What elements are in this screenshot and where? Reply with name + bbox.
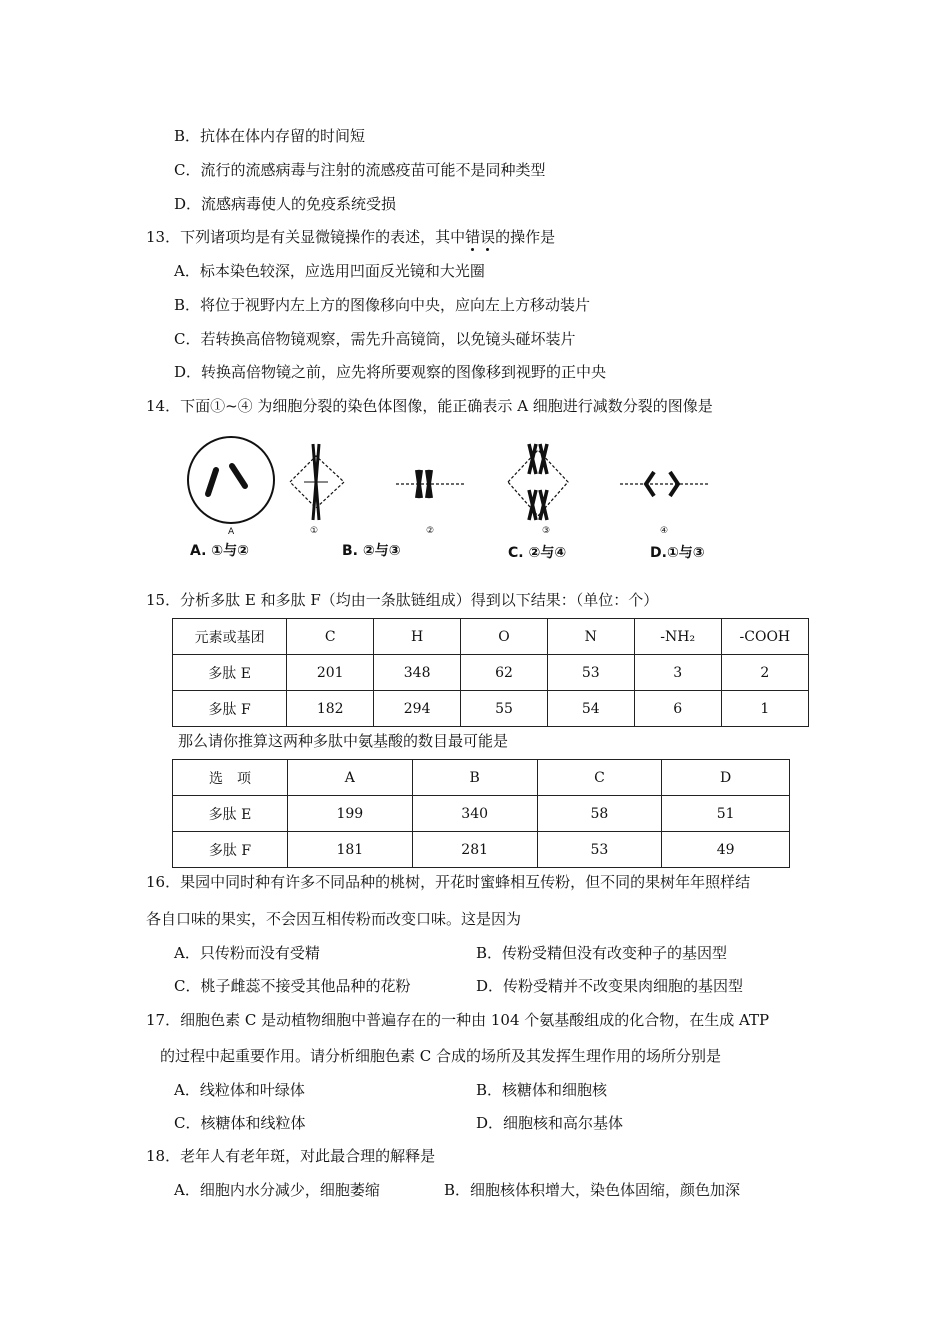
table-cell: 51: [662, 796, 790, 832]
q17-option-b: B．核糖体和细胞核: [476, 1081, 608, 1099]
q14-option-a: A. ①与②: [190, 543, 249, 559]
table-row: [173, 691, 809, 727]
q14-option-b: B. ②与③: [342, 543, 401, 559]
cell-2-label: ②: [426, 526, 435, 536]
table-cell: 1: [721, 691, 808, 727]
table-cell: 181: [287, 832, 412, 868]
q17-option-a: A．线粒体和叶绿体: [174, 1081, 305, 1099]
table-header-cell: C: [287, 619, 374, 655]
table-header-cell: 元素或基团: [173, 619, 287, 655]
q13-stem-post: 的操作是: [495, 228, 556, 246]
cell-3-label: ③: [542, 526, 551, 536]
table-cell: 294: [374, 691, 461, 727]
table-cell: 3: [634, 655, 721, 691]
cell-a-label: A: [228, 527, 235, 537]
table-header-cell: -COOH: [721, 619, 808, 655]
q17-option-d: D．细胞核和高尔基体: [476, 1114, 624, 1132]
cell-1-spindle: [290, 444, 344, 520]
table-cell: 53: [537, 832, 662, 868]
q13-emphasis-1: 错: [465, 228, 481, 246]
cell-4-label: ④: [660, 526, 669, 536]
table-cell: 2: [721, 655, 808, 691]
table-header-row: [173, 619, 809, 655]
q12-option-d: D．流感病毒使人的免疫系统受损: [174, 195, 397, 213]
table-cell: 49: [662, 832, 790, 868]
q14-option-d: D.①与③: [650, 545, 705, 561]
table-row: [173, 796, 790, 832]
q13-emphasis-2: 误: [480, 228, 496, 246]
q15-stem: 15．分析多肽 E 和多肽 F（均由一条肽链组成）得到以下结果：（单位：个）: [146, 591, 659, 609]
q17-stem-line2: 的过程中起重要作用。请分析细胞色素 C 合成的场所及其发挥生理作用的场所分别是: [160, 1047, 722, 1065]
cell-a-membrane: [188, 437, 274, 523]
q18-option-a: A．细胞内水分减少，细胞萎缩: [174, 1181, 380, 1199]
table-cell: 201: [287, 655, 374, 691]
q13-stem: [146, 227, 555, 247]
table-row: [173, 832, 790, 868]
table-header-cell: N: [547, 619, 634, 655]
table-cell: 多肽 E: [173, 796, 288, 832]
q16-option-c: C．桃子雌蕊不接受其他品种的花粉: [174, 977, 411, 995]
q17-stem-line1: 17．细胞色素 C 是动植物细胞中普遍存在的一种由 104 个氨基酸组成的化合物，在生成 ATP: [146, 1011, 770, 1029]
cell-division-diagram: [186, 434, 726, 564]
cell-a-chromosome-1: [208, 470, 216, 494]
q15-question: 那么请你推算这两种多肽中氨基酸的数目最可能是: [178, 732, 509, 750]
table-cell: 53: [547, 655, 634, 691]
table-cell: 348: [374, 655, 461, 691]
table-header-cell: B: [412, 760, 537, 796]
q17-option-c: C．核糖体和线粒体: [174, 1114, 306, 1132]
table-cell: 多肽 F: [173, 832, 288, 868]
table-header-cell: D: [662, 760, 790, 796]
cell-2-metaphase: [396, 470, 464, 498]
element-analysis-table: [172, 618, 809, 727]
q16-option-b: B．传粉受精但没有改变种子的基因型: [476, 944, 728, 962]
cell-division-figure: [186, 434, 726, 564]
table-cell: 182: [287, 691, 374, 727]
q16-option-d: D．传粉受精并不改变果肉细胞的基因型: [476, 977, 744, 995]
table-cell: 199: [287, 796, 412, 832]
table-cell: 62: [461, 655, 548, 691]
table-cell: 58: [537, 796, 662, 832]
q12-option-b: B．抗体在体内存留的时间短: [174, 127, 366, 145]
table-cell: 6: [634, 691, 721, 727]
q18-stem: 18．老年人有老年斑，对此最合理的解释是: [146, 1147, 436, 1165]
table-row: [173, 655, 809, 691]
table-header-cell: A: [287, 760, 412, 796]
q13-option-a: A．标本染色较深，应选用凹面反光镜和大光圈: [174, 262, 485, 280]
q13-option-b: B．将位于视野内左上方的图像移向中央，应向左上方移动装片: [174, 296, 591, 314]
table-header-cell: 选 项: [173, 760, 288, 796]
q16-stem-line1: 16．果园中同时种有许多不同品种的桃树，开花时蜜蜂相互传粉，但不同的果树年年照样结: [146, 873, 751, 891]
table-header-cell: H: [374, 619, 461, 655]
q16-stem-line2: 各自口味的果实，不会因互相传粉而改变口味。这是因为: [146, 910, 522, 928]
cell-1-label: ①: [310, 526, 319, 536]
table-header-row: [173, 760, 790, 796]
q13-option-d: D．转换高倍物镜之前，应先将所要观察的图像移到视野的正中央: [174, 363, 607, 381]
table-cell: 281: [412, 832, 537, 868]
q18-option-b: B．细胞核体积增大，染色体固缩，颜色加深: [444, 1181, 741, 1199]
q13-stem-pre: 13．下列诸项均是有关显微镜操作的表述，其中: [146, 228, 466, 246]
table-cell: 多肽 F: [173, 691, 287, 727]
table-cell: 55: [461, 691, 548, 727]
table-cell: 340: [412, 796, 537, 832]
table-cell: 54: [547, 691, 634, 727]
cell-3-spindle: [508, 444, 568, 520]
table-header-cell: C: [537, 760, 662, 796]
table-header-cell: -NH₂: [634, 619, 721, 655]
q13-option-c: C．若转换高倍物镜观察，需先升高镜筒，以免镜头碰坏装片: [174, 330, 576, 348]
q16-option-a: A．只传粉而没有受精: [174, 944, 320, 962]
table-header-cell: O: [461, 619, 548, 655]
q14-option-c: C. ②与④: [508, 545, 567, 561]
table-cell: 多肽 E: [173, 655, 287, 691]
q14-stem: 14．下面①~④ 为细胞分裂的染色体图像，能正确表示 A 细胞进行减数分裂的图像是: [146, 397, 713, 415]
cell-a-chromosome-2: [232, 466, 245, 486]
cell-4-anaphase: [620, 472, 708, 496]
amino-acid-options-table: [172, 759, 790, 868]
q12-option-c: C．流行的流感病毒与注射的流感疫苗可能不是同种类型: [174, 161, 546, 179]
